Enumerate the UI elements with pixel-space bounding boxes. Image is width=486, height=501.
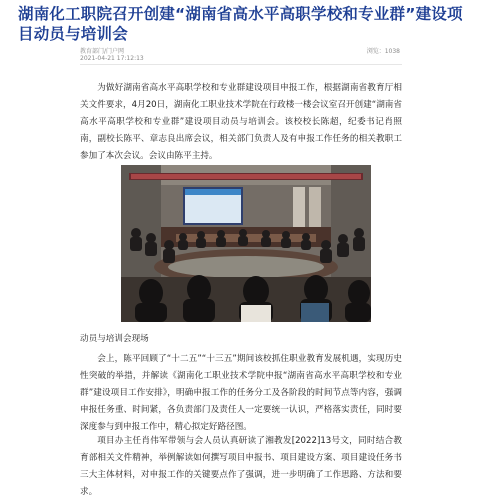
image-caption: 动员与培训会现场 [80, 334, 149, 344]
meeting-photo [121, 165, 371, 322]
divider [80, 64, 402, 65]
paragraph-meeting: 会上，陈平回顾了“十二五”“十三五”期间该校抓住职业教育发展机遇，实现历史性突破的举措，并解读《湖南化工职业技术学院申报“湖南省高水平高职学校和专业群”建设项目工作安排》，明确申报工作的任务分工及各阶段的时间节点等内容，强调申报任务重、时间紧，各负责部门及责任人一定要统一认识，严格落实责任，同时要深度参与到申报工作中，精心拟定好路径图。 [80, 354, 402, 432]
article-meta [80, 46, 400, 55]
article-source: 教育部门/门户网 [80, 48, 125, 55]
paragraph-intro: 为做好湖南省高水平高职学校和专业群建设项目申报工作，根据湖南省教育厅相关文件要求，4月20日，湖南化工职业技术学院在行政楼一楼会议室召开创建“湖南省高水平高职学校和专业群”建设项目动员与培训会。该校校长陈超，纪委书记肖照南，副校长陈平、章志良出席会议，相关部门负责人及有申报工作任务的相关教职工参加了本次会议。会议由陈平主持。 [80, 83, 402, 161]
paragraph-training: 项目办主任肖伟军带领与会人员认真研读了湘教发[2022]13号文，同时结合教育部相关文件精神，举例解读如何撰写项目申报书、项目建设方案、项目建设任务书三大主体材料，对申报工作的关键要点作了强调，进一步明确了工作思路、方法和要求。 [80, 436, 402, 497]
article-title: 湖南化工职院召开创建“湖南省高水平高职学校和专业群”建设项目动员与培训会 [18, 5, 463, 43]
article-date: 2021-04-21 17:12:13 [80, 55, 144, 62]
meeting-photo-illustration [121, 165, 371, 322]
article-views: 浏览：1038 [366, 48, 400, 55]
